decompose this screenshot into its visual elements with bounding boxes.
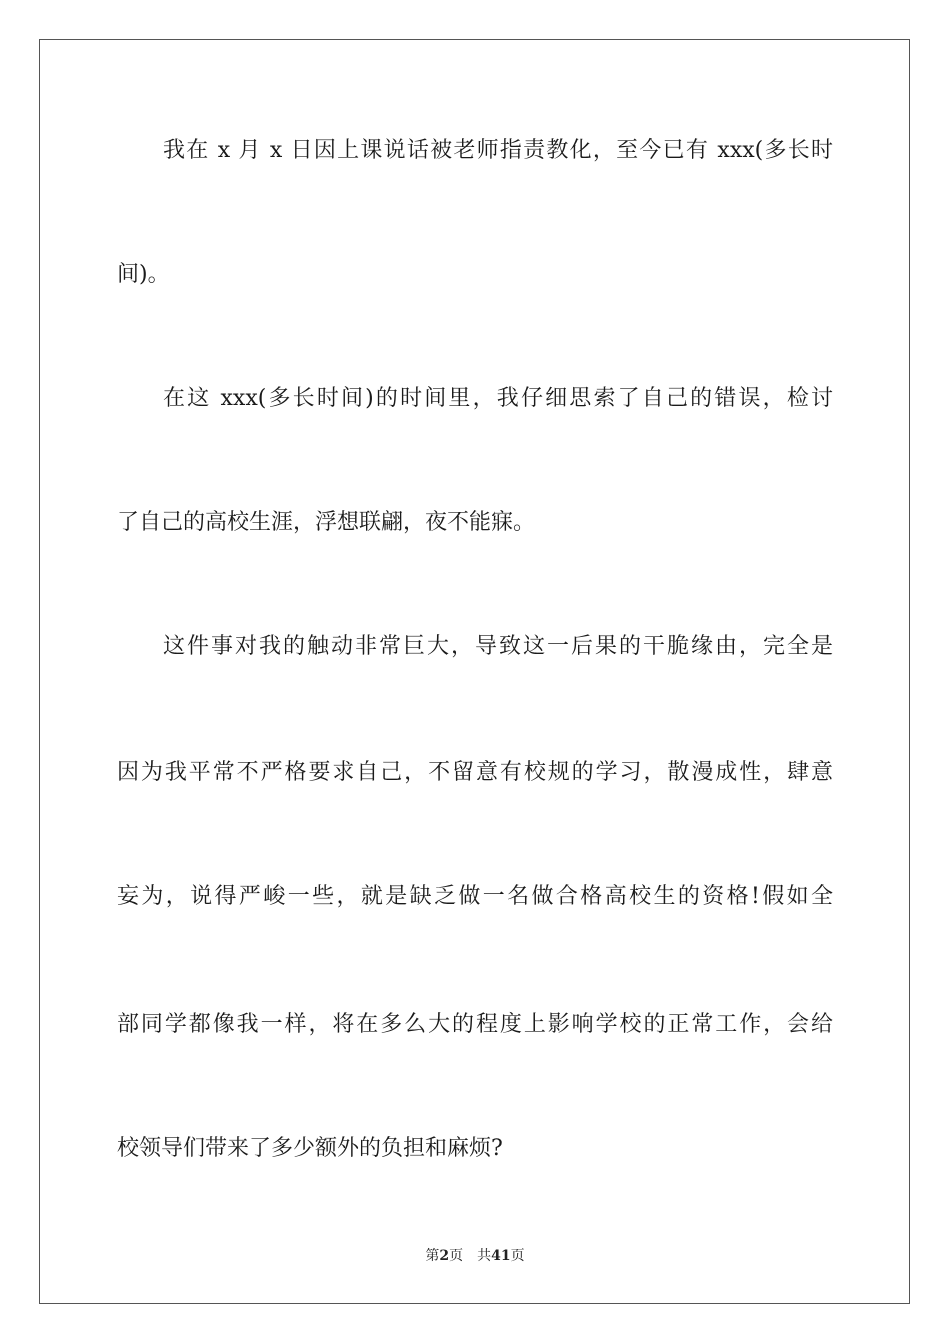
total-suffix: 页 bbox=[510, 1248, 525, 1264]
total-pages: 41 bbox=[491, 1248, 511, 1264]
page-border bbox=[39, 39, 910, 1304]
paragraph-3-line-2: 因为我平常不严格要求自己，不留意有校规的学习，散漫成性，肆意 bbox=[117, 760, 833, 785]
paragraph-3-line-4: 部同学都像我一样，将在多么大的程度上影响学校的正常工作，会给 bbox=[117, 1012, 833, 1037]
paragraph-1-line-1: 我在 x 月 x 日因上课说话被老师指责教化，至今已有 xxx(多长时 bbox=[163, 138, 833, 163]
total-prefix: 共 bbox=[477, 1248, 492, 1264]
paragraph-3-line-1: 这件事对我的触动非常巨大，导致这一后果的干脆缘由，完全是 bbox=[163, 634, 833, 659]
paragraph-3-line-3: 妄为，说得严峻一些，就是缺乏做一名做合格高校生的资格!假如全 bbox=[117, 884, 833, 909]
page-suffix: 页 bbox=[449, 1248, 464, 1264]
paragraph-2-line-1: 在这 xxx(多长时间)的时间里，我仔细思索了自己的错误，检讨 bbox=[163, 386, 833, 411]
paragraph-1-line-2: 间)。 bbox=[117, 262, 170, 287]
paragraph-3-line-5: 校领导们带来了多少额外的负担和麻烦? bbox=[117, 1136, 503, 1161]
page-prefix: 第 bbox=[425, 1248, 440, 1264]
page-footer bbox=[0, 1246, 950, 1266]
paragraph-2-line-2: 了自己的高校生涯，浮想联翩，夜不能寐。 bbox=[117, 510, 536, 535]
page-number: 2 bbox=[439, 1248, 450, 1264]
